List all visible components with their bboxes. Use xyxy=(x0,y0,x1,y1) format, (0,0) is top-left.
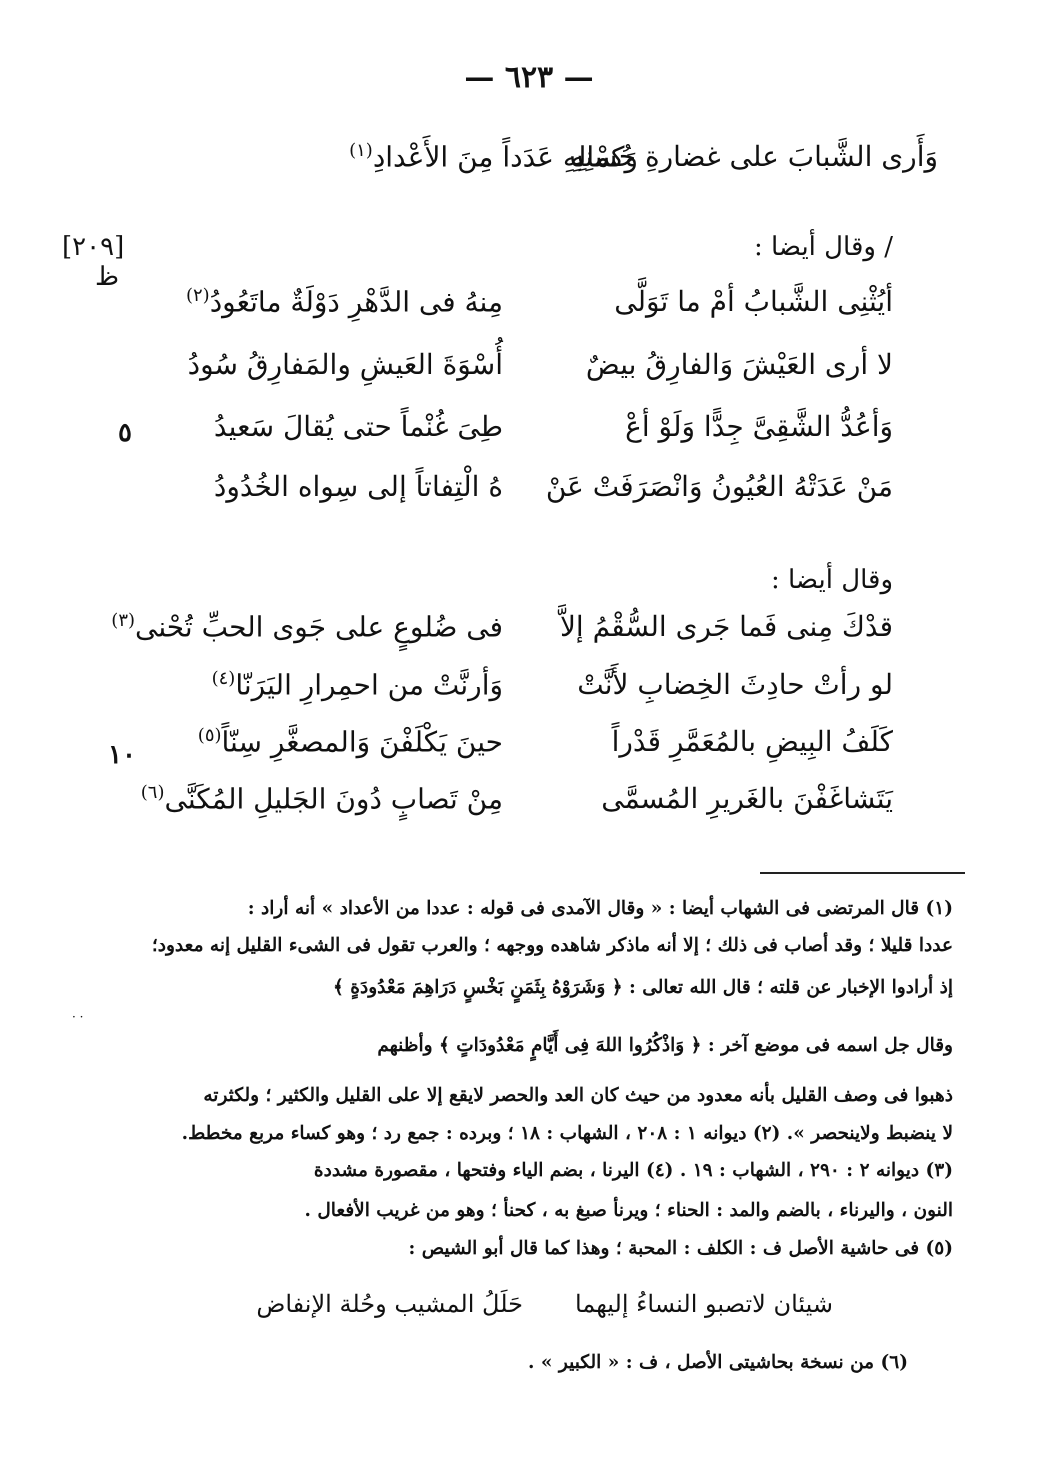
footnote-ref: (٤) xyxy=(211,668,236,689)
verse-second-hemistich: هُ الْتِفاتاً إلى سِواه الخُدُودُ xyxy=(213,470,503,503)
poem2-intro: وقال أيضا : xyxy=(770,565,893,595)
verse-first-hemistich: لا أرى العَيْشَ وَالفارِقُ بيضٌ xyxy=(585,348,893,381)
folio-marker: [٢٠٩] xyxy=(62,232,125,262)
footnote-ref: (٦) xyxy=(140,782,165,803)
page-number: — ٦٢٣ — xyxy=(464,60,594,95)
poem1-verse-3-second xyxy=(214,410,503,443)
footnote-ref: (٣) xyxy=(111,610,136,631)
footnote-line-last: (٦) من نسخة بحاشيتى الأصل ، ف : « الكبير » . xyxy=(528,1352,908,1373)
footnote-ref: (٢) xyxy=(185,285,210,306)
verse-second-hemistich: طِىَ غُنْماً حتى يُقالَ سَعيدُ xyxy=(213,410,503,443)
margin-dots: · · xyxy=(72,1010,84,1024)
footnote-line-6: لا ينضبط ولاينحصر ». (٢) ديوانه ١ : ٢٠٨ ، الشهاب : ١٨ ؛ وبرده : جمع رد ؛ وهو كساء مربع مخطط. xyxy=(181,1123,953,1144)
footnote-line-4: وقال جل اسمه فى موضع آخر : ﴿ وَاذْكُرُوا اللهَ فِى أَيَّامٍ مَعْدُودَاتٍ ﴾ وأظنهم xyxy=(377,1035,953,1056)
verse-second-hemistich: وَكمالِهِ عَدَداً مِنَ الأَعْدادِ xyxy=(372,140,638,174)
poem2-verse-1 xyxy=(560,610,893,643)
poem1-intro: / وقال أيضا : xyxy=(753,232,893,262)
footnote-line-9: (٥) فى حاشية الأصل ف : الكلف : المحبة ؛ وهذا كما قال أبو الشيص : xyxy=(408,1238,953,1259)
footnote-line-5: ذهبوا فى وصف القليل بأنه معدود من حيث كان العد والحصر لايقع إلا على القليل والكثير ؛ ولكثرته xyxy=(203,1085,953,1106)
footnote-line-3: إذ أرادوا الإخبار عن قلته ؛ قال الله تعالى : ﴿ وَشَرَوْهُ بِثَمَنٍ بَخْسٍ دَرَاهِمَ مَعْدُودَةٍ ﴾ xyxy=(333,977,953,998)
verse-second-hemistich: فى ضُلوعٍ على جَوى الحبِّ تُحْنى xyxy=(135,610,503,644)
verse-first-hemistich: كَلَفُ البِيضِ بالمُعَمَّرِ قَدْراً xyxy=(611,725,893,758)
poem2-verse-1-second xyxy=(111,610,503,643)
poem2-verse-2-second xyxy=(212,668,503,701)
footnote-line-8: النون ، واليرناء ، بالضم والمد : الحناء ؛ ويرنأ صبغ به ، كحنأ ؛ وهو من غريب الأفعال . xyxy=(304,1200,953,1221)
verse-second-hemistich: مِنهُ فى الدَّهْرِ دَوْلَةٌ ماتَعُودُ xyxy=(209,285,503,319)
footnote-line-1: (١) قال المرتضى فى الشهاب أيضا : « وقال الآمدى فى قوله : عددا من الأعداد » أنه أراد : xyxy=(247,898,953,919)
verse-first-hemistich: وَأعُدُّ الشَّقِىَّ جِدًّا وَلَوْ أعْ xyxy=(625,410,893,443)
verse-first-hemistich: يَتَشاغَفْنَ بالغَريرِ المُسمَّى xyxy=(601,782,893,815)
poem1-verse-2-second xyxy=(188,348,503,381)
verse-second-hemistich: أُسْوَةَ العَيشِ والمَفارِقُ سُودُ xyxy=(187,348,503,381)
poem1-verse-1-second xyxy=(186,285,503,318)
verse-first-hemistich: وَأَرى الشَّبابَ على غضارةِ حُسْنِهِ xyxy=(570,140,938,173)
poem2-verse-3 xyxy=(612,725,893,758)
footnote-ref: (٥) xyxy=(197,725,222,746)
poem2-verse-3-second xyxy=(198,725,503,758)
verse-second-hemistich: مِنْ تَصابٍ دُونَ الجَليلِ المُكَنَّى xyxy=(164,782,503,816)
cited-verse-first: شيئان لاتصبو النساءُ إليهما xyxy=(575,1290,833,1318)
line-number-10: ١٠ xyxy=(108,740,136,770)
verse-first-hemistich: قدْكَ مِنى فَما جَرى السُّقْمُ إلاَّ xyxy=(559,610,893,643)
poem1-verse-1 xyxy=(614,285,893,318)
poem1-verse-3 xyxy=(625,410,893,443)
folio-side: ظ xyxy=(95,262,120,292)
opening-verse-second xyxy=(349,140,638,173)
cited-verse-second: حَلَلُ المشيب وحُلة الإنفاض xyxy=(256,1290,523,1318)
footnote-line-7: (٣) ديوانه ٢ : ٢٩٠ ، الشهاب : ١٩ . (٤) اليرنا ، بضم الياء وفتحها ، مقصورة مشددة xyxy=(313,1160,953,1181)
footnote-separator xyxy=(760,872,965,874)
poem1-verse-2 xyxy=(586,348,893,381)
verse-second-hemistich: وَأرنَّتْ من احمِرارِ اليَرَنّا xyxy=(235,668,503,702)
verse-first-hemistich: أيُثْنِى الشَّبابُ أمْ ما تَوَلَّى xyxy=(614,285,893,318)
poem2-verse-4-second xyxy=(141,782,503,815)
line-number-5: ٥ xyxy=(118,418,132,448)
poem1-verse-4 xyxy=(546,470,893,503)
poem2-verse-2 xyxy=(577,668,893,701)
verse-first-hemistich: لو رأتْ حادِثَ الخِضابِ لأَنَّتْ xyxy=(577,668,893,701)
footnote-ref: (١) xyxy=(349,140,373,161)
poem1-verse-4-second xyxy=(214,470,503,503)
verse-second-hemistich: حينَ يَكْلَفْنَ وَالمصغَّرِ سِنّاً xyxy=(221,725,503,759)
footnote-line-2: عددا قليلا ؛ وقد أصاب فى ذلك ؛ إلا أنه ماذكر شاهده ووجهه ؛ والعرب تقول فى الشىء القليل إنه معدود؛ xyxy=(151,935,953,956)
poem2-verse-4 xyxy=(601,782,893,815)
verse-first-hemistich: مَنْ عَدَتْهُ العُيُونُ وَانْصَرَفَتْ عَنْ xyxy=(545,470,893,503)
